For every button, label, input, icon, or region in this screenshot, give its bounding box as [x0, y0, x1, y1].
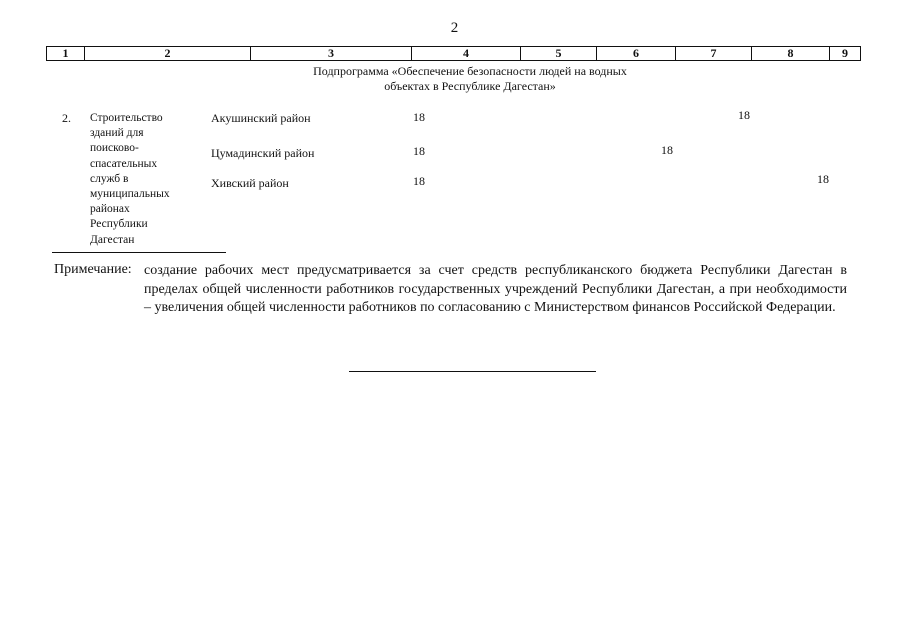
page-number: 2 — [450, 20, 459, 36]
note-label: Примечание: — [54, 262, 132, 277]
col-7-header: 7 — [676, 47, 752, 60]
district-khivsky: Хивский район — [211, 176, 289, 190]
col-5-header: 5 — [521, 47, 597, 60]
col-3-header: 3 — [251, 47, 412, 60]
col-8-header: 8 — [752, 47, 830, 60]
subprogram-title: Подпрограмма «Обеспечение безопасности людей на водных объектах в Республике Дагестан» — [313, 64, 627, 93]
akushinsky-col8-value: 18 — [738, 108, 750, 122]
row-name: Строительство зданий для поисково- спасательных служб в муниципальных районах Республики Дагестан — [90, 112, 170, 246]
district-tsumadinsky: Цумадинский район — [211, 146, 315, 160]
district-akushinsky: Акушинский район — [211, 111, 311, 125]
khivsky-col9-value: 18 — [817, 172, 829, 186]
note-text: создание рабочих мест предусматривается за счет средств республиканского бюджета Республики Дагестан в пределах общей численности работников государственных учреждений Республики Дагестан, а при необходимости – увеличения общей численности работников по согласованию с Министерством финансов Российской Федерации. — [144, 263, 847, 315]
akushinsky-col4-value: 18 — [413, 110, 425, 124]
col-1-header: 1 — [47, 47, 85, 60]
tsumadinsky-col7-value: 18 — [661, 143, 673, 157]
col-2-header: 2 — [85, 47, 251, 60]
end-divider — [349, 371, 596, 372]
khivsky-col4-value: 18 — [413, 174, 425, 188]
footnote-divider — [52, 252, 226, 253]
table-header-row — [46, 46, 861, 61]
col-9-header: 9 — [842, 46, 848, 60]
col-6-header: 6 — [597, 47, 676, 60]
tsumadinsky-col4-value: 18 — [413, 144, 425, 158]
col-4-header: 4 — [412, 47, 521, 60]
row-number: 2. — [62, 111, 71, 125]
